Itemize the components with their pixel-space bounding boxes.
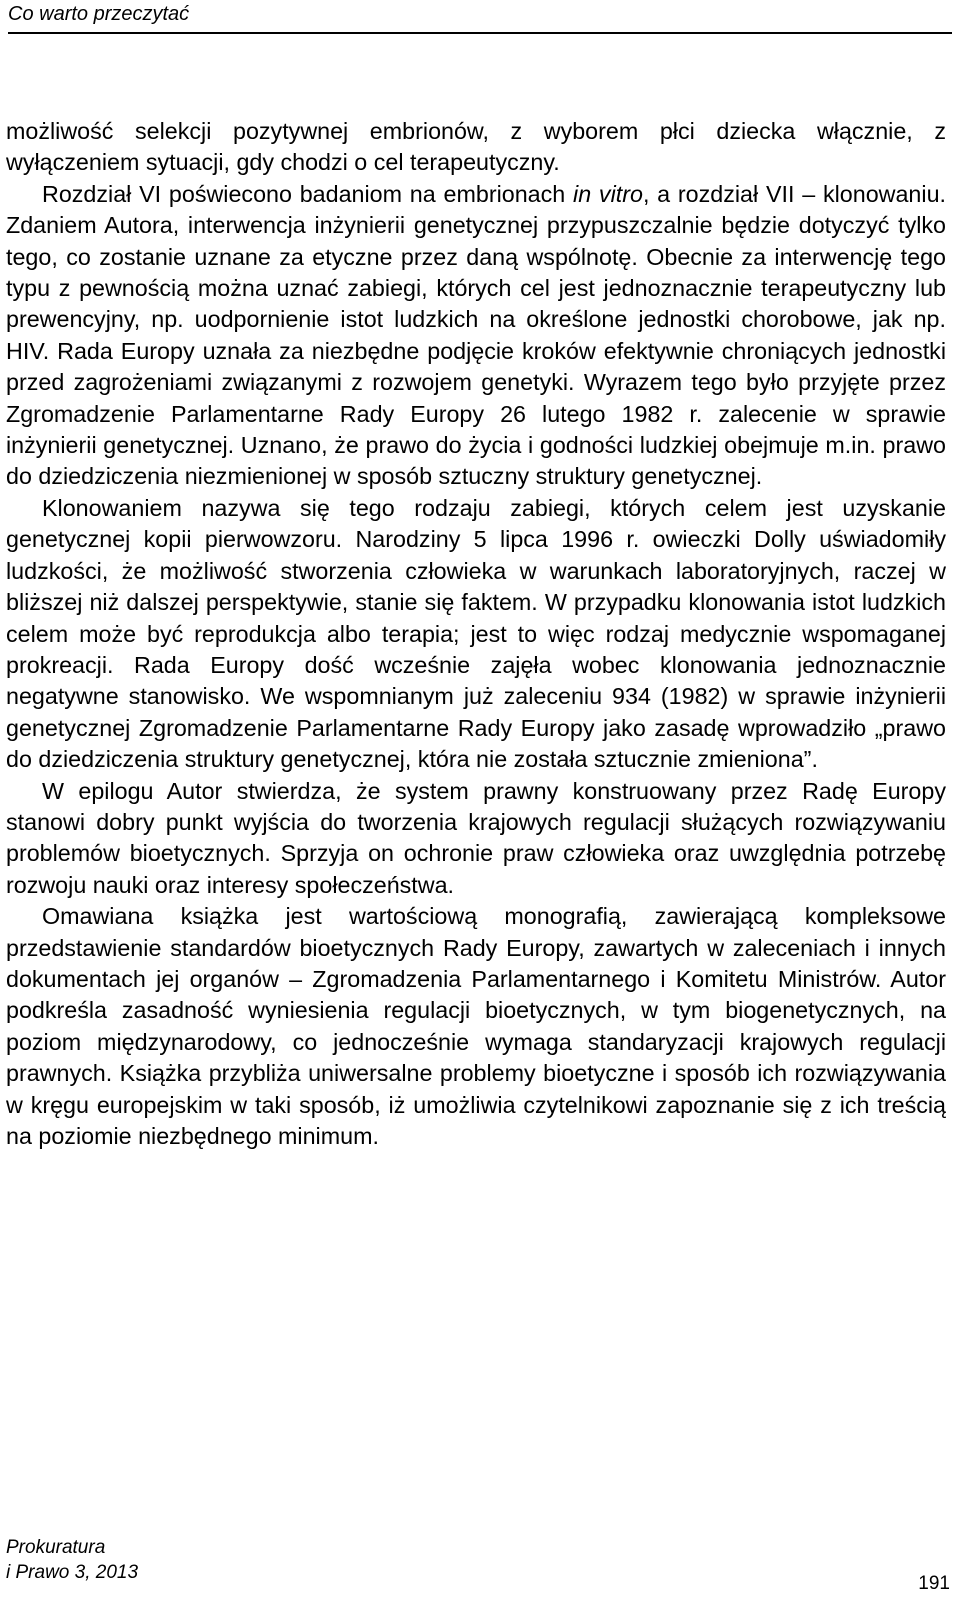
page-number: 191 [918,1573,950,1594]
paragraph-3-text: Klonowaniem nazywa się tego rodzaju zabiegi, których celem jest uzyskanie genetycznej kopii pierwowzoru. Narodziny 5 lipca 1996 r. owieczki Dolly uświadomiły ludzkości, że możliwość stworzenia człowieka w warunkach laboratoryjnych, raczej w bliższej niż dalszej perspektywie, stanie się faktem. W przypadku klonowania istot ludzkich celem może być reprodukcja albo terapia; jest to więc rodzaj medycznie wspomaganej prokreacji. Rada Europy dość wcześnie zajęła wobec klonowania jednoznacznie negatywne stanowisko. We wspomnianym już zaleceniu 934 (1982) w sprawie inżynierii genetycznej Zgromadzenie Parlamentarne Rady Europy jako zasadę wprowadziło „prawo do dziedziczenia struktury genetycznej, która nie została sztucznie zmieniona”. [6,494,946,773]
paragraph-5 [6,901,946,1152]
running-header [8,0,952,34]
paragraph-1-text: możliwość selekcji pozytywnej embrionów, z wyborem płci dziecka włącznie, z wyłączeniem sytuacji, gdy chodzi o cel terapeutyczny. [6,118,946,176]
section-title: Co warto przeczytać [8,3,190,25]
paragraph-2 [6,179,946,493]
paragraph-4 [6,776,946,902]
journal-citation [6,1535,138,1585]
journal-name: Prokuratura [6,1537,106,1558]
paragraph-5-text: Omawiana książka jest wartościową monografią, zawierającą kompleksowe przedstawienie standardów bioetycznych Rady Europy, zawartych w zaleceniach i innych dokumentach jej organów – Zgromadzenia Parlamentarnego i Komitetu Ministrów. Autor podkreśla zasadność wyniesienia regulacji bioetycznych, w tym biogenetycznych, na poziom międzynarodowy, co jednocześnie wymaga standaryzacji krajowych regulacji prawnych. Książka przybliża uniwersalne problemy bioetyczne i sposób ich rozwiązywania w kręgu europejskim w taki sposób, iż umożliwia czytelnikowi zapoznanie się z ich treścią na poziomie niezbędnego minimum. [6,903,946,1149]
page-footer [6,1535,950,1595]
paragraph-2-text-start: Rozdział VI poświecono badaniom na embrionach [42,180,574,207]
paragraph-1 [6,116,946,179]
paragraph-2-text-end: , a rozdział VII – klonowaniu. Zdaniem Autora, interwencja inżynierii genetycznej przypuszczalnie będzie dotyczyć tylko tego, co zostanie uznane za etyczne przez daną wspólnotę. Obecnie za interwencję tego typu z pewnością można uznać zabiegi, których cel jest jednoznacznie terapeutyczny lub prewencyjny, np. uodpornienie istot ludzkich na określone jednostki chorobowe, jak np. HIV. Rada Europy uznała za niezbędne podjęcie kroków efektywnie chroniących jednostki przed zagrożeniami związanymi z rozwojem genetyki. Wyrazem tego było przyjęte przez Zgromadzenie Parlamentarne Rady Europy 26 lutego 1982 r. zalecenie w sprawie inżynierii genetycznej. Uznano, że prawo do życia i godności ludzkiej obejmuje m.in. prawo do dziedziczenia niezmienionej w sposób sztuczny struktury genetycznej. [6,180,946,490]
journal-issue: i Prawo 3, 2013 [6,1562,139,1583]
article-body [6,116,946,1152]
paragraph-4-text: W epilogu Autor stwierdza, że system prawny konstruowany przez Radę Europy stanowi dobry punkt wyjścia do tworzenia krajowych regulacji służących rozwiązywaniu problemów bioetycznych. Sprzyja on ochronie praw człowieka oraz uwzględnia potrzebę rozwoju nauki oraz interesy społeczeństwa. [6,777,946,898]
paragraph-3 [6,493,946,776]
in-vitro-term: in vitro [573,180,643,207]
